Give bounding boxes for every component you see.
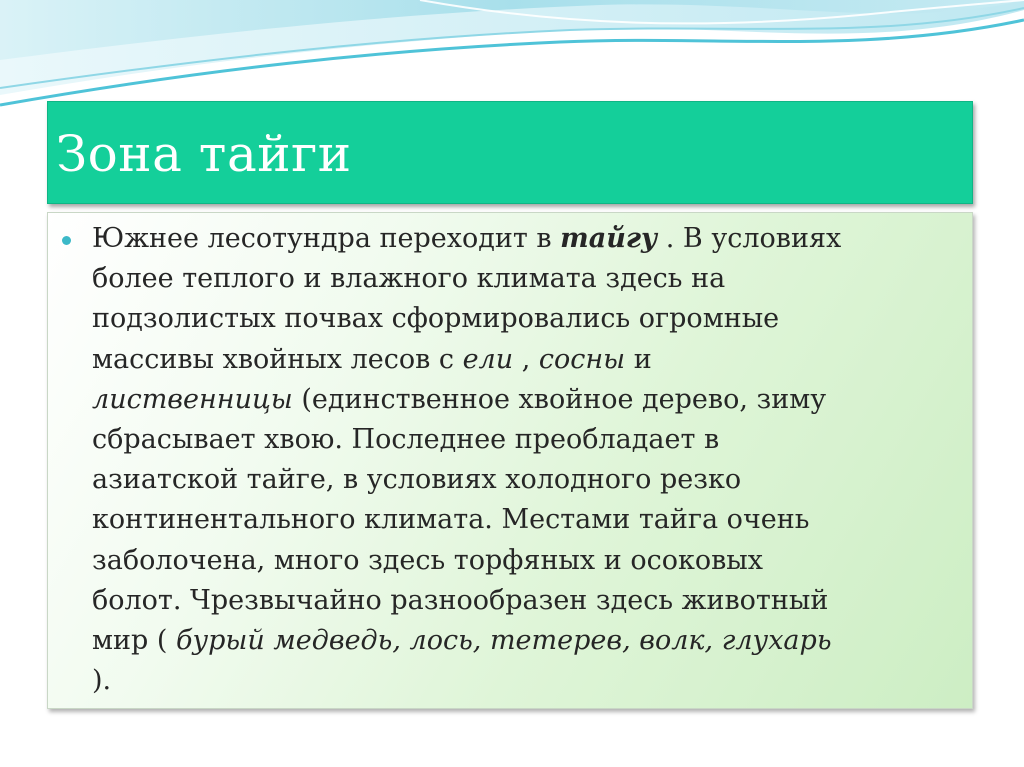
paragraph-line [92, 219, 970, 259]
text-run: ). [92, 665, 112, 697]
paragraph-line [92, 420, 970, 460]
text-run: и [625, 343, 652, 375]
italic-text: бурый медведь, лось, тетерев, волк, глухарь [175, 625, 832, 657]
paragraph-line [92, 340, 970, 380]
italic-text: сосны [538, 343, 626, 375]
paragraph-line [92, 380, 970, 420]
text-run: мир ( [92, 625, 176, 657]
italic-text: ели [462, 343, 514, 375]
text-run: , [513, 343, 539, 375]
emphasis-text: тайгу [560, 223, 658, 254]
italic-text: лиственницы [92, 383, 293, 415]
paragraph-line [92, 500, 970, 540]
paragraph-line [92, 621, 970, 661]
text-run: заболочена, много здесь торфяных и осоковых [92, 544, 763, 576]
paragraph-line [92, 661, 970, 701]
text-run: азиатской тайге, в условиях холодного резко [92, 464, 742, 496]
paragraph-line [92, 581, 970, 621]
text-run: Южнее лесотундра переходит в [92, 223, 561, 254]
text-run: (единственное хвойное дерево, зиму [292, 383, 827, 415]
text-run: . В условиях [657, 223, 842, 254]
text-run: болот. Чрезвычайно разнообразен здесь животный [92, 584, 829, 616]
title-banner [47, 101, 973, 204]
text-run: континентального климата. Местами тайга очень [92, 504, 810, 536]
slide-title: Зона тайги [56, 125, 352, 183]
text-run: подзолистых почвах сформировались огромные [92, 303, 780, 335]
paragraph-line [92, 299, 970, 339]
text-run: массивы хвойных лесов с [92, 343, 463, 375]
paragraph-line [92, 541, 970, 581]
bullet-icon [62, 236, 71, 245]
body-paragraph [92, 219, 970, 701]
text-run: более теплого и влажного климата здесь на [92, 263, 726, 295]
paragraph-line [92, 460, 970, 500]
paragraph-line [92, 259, 970, 299]
content-panel [47, 212, 973, 709]
text-run: сбрасывает хвою. Последнее преобладает в [92, 424, 720, 456]
